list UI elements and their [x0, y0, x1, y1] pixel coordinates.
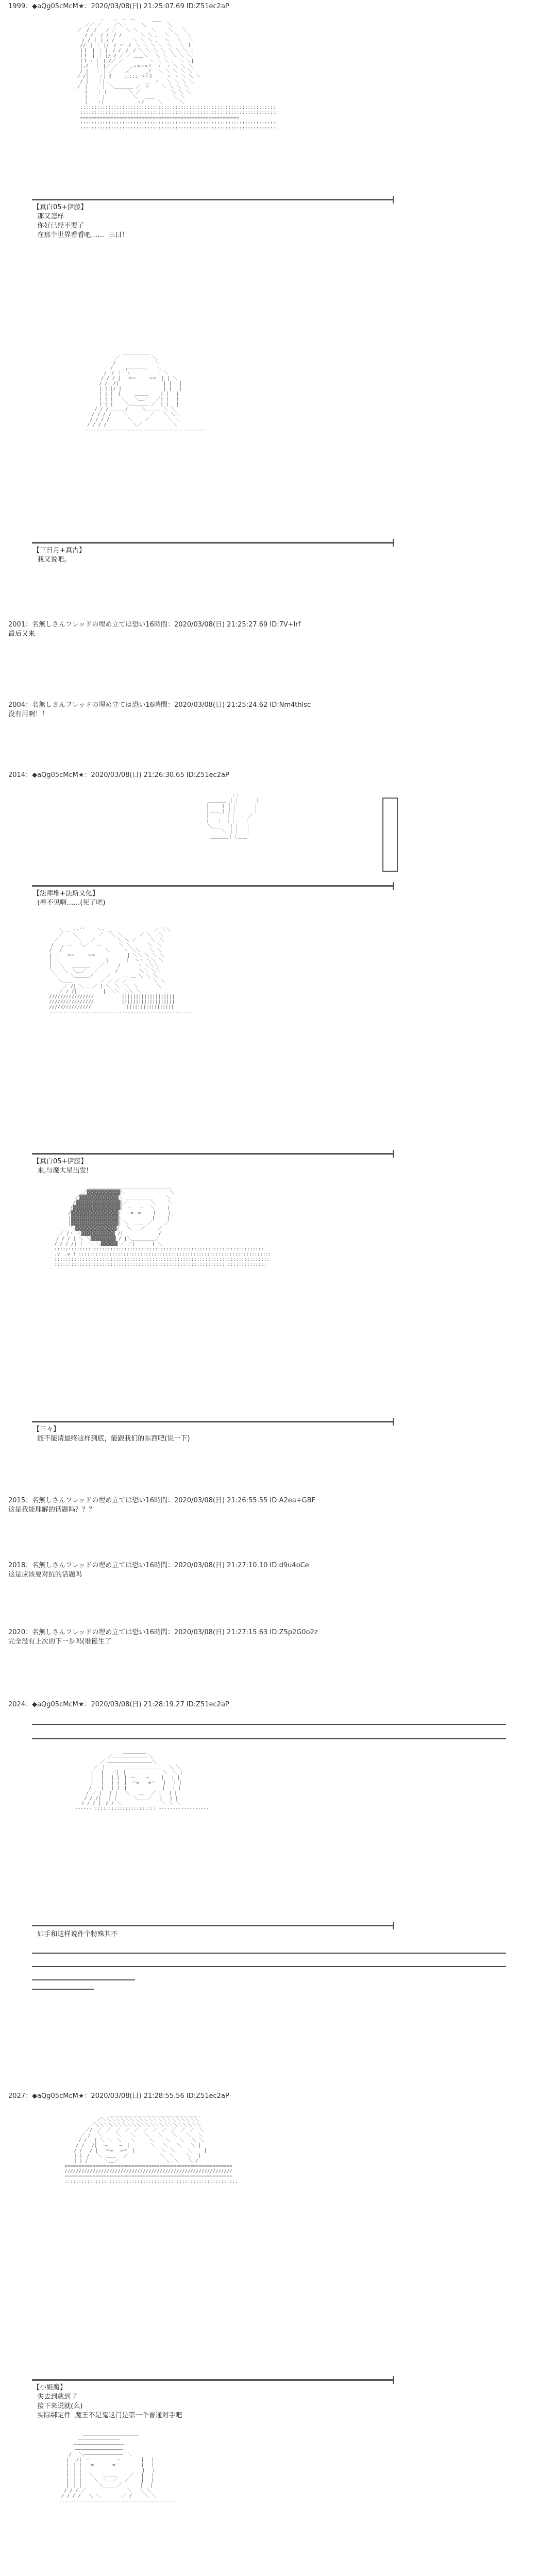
- post-header: 1999：◆aQg05cMcM★：2020/03/08(日) 21:25:07.69 ID:Z51ec2aP: [8, 3, 229, 10]
- post-2020: [8, 1628, 544, 1647]
- caption: 在那个世界看看吧…… 三日！: [33, 231, 129, 239]
- post-header: 2027：◆aQg05cMcM★：2020/03/08(日) 21:28:55.56 ID:Z51ec2aP: [8, 2092, 229, 2100]
- caption: 【三日月+真古】: [33, 547, 86, 554]
- separator-line: [32, 1738, 506, 1739]
- caption: 能不能请最终这样到底，能跟我们的东西吧(说一下): [33, 1435, 190, 1443]
- divider: [32, 1925, 393, 1926]
- separator-line: [32, 1724, 506, 1725]
- caption: 【真白05+伊藤】: [33, 1158, 88, 1165]
- ascii-art: -‐ ‐- ― ー ＿＿ ／／ ／ ／＼＼ ＼ ＼ ／ / / / ／ ＼ ＼ ＼ ＼ ＼ / / / / / / ＼ ＼ 、 ＼ ＼ ＼ / / ｜ | / / ＼ ＼ ＼ 、 ＼ ＼ ＼ // | ｜ |/ / 〃 / ＼ ＼ ＼ ＼ ＼ ＼ ｌ |ｌ | ｜ | / / / / ＼ ＼ ＼ ＼ ＼ ＼ ＼ | |ｌ | ｜ |/ / ／ ／ ＿＿＼ ＼ ＼ ＼ ＼ ＼| |ｌ ﾉ ｜ | /／ ／ ｀ ヽ ＼ ＼ 、 ＼ ＼| |,ｲ ｜ |／ ／ ,ィ=＝=ミ ヽ ヽ ＼ ＼ ＼ / | ｜ | ／ ,ｨ゛ _ｿ ＼ ＼ ＼ ＼ ＼ / /| ｜| { ::::: ヾ=彡 ヽ ヽ ＼ ＼ ＼ / | ｜| 、 ＿ ノ ＼ ＼ ＼ ＼ / | ｜ | ＼＿＿＿＿ ／ ＞ ＼ ＼ ＼ ＼ | ｜ | ＼ ／ ＼ ＼ ＼ | ｜ | ＼ ＿＿ ＼ ＼ | ヽ| ヽ/ ＼ ＼ :::::::::::::::::::::::::::::::::::::::::::::::::::::::::::::::::::::: ::::::::::::::::::::::::::::::::::::::::::::::::::::::::::::::::::::::: ========================================================= ::::::::::::::::::::::::::::::::::::::::::::::::::::::::::::::::::::::: :::::::::::::::::::::::::::::::::::::::::::::::::::::::::::::::::::::::: [77, 18, 279, 131]
- post-header: 2014：◆aQg05cMcM★：2020/03/08(日) 21:26:30.65 ID:Z51ec2aP: [8, 771, 229, 779]
- caption: 来,与魔大星出发!: [33, 1167, 89, 1175]
- post-2001: [8, 620, 544, 639]
- post-body: 这是我能理解的话题吗？？？: [8, 1506, 96, 1514]
- post-1999: [8, 2, 544, 11]
- separator-line: [32, 1979, 135, 1980]
- caption: 那又怎样: [33, 213, 64, 221]
- divider: [32, 199, 393, 200]
- post-header: 2024：◆aQg05cMcM★：2020/03/08(日) 21:28:19.27 ID:Z51ec2aP: [8, 1701, 229, 1708]
- post-2015: [8, 1496, 544, 1515]
- divider: [32, 2379, 393, 2381]
- caption: 【小姐魔】: [33, 2384, 67, 2392]
- caption: 【真白05+伊藤】: [33, 204, 88, 211]
- ascii-art: ｜｜ ＿＿＿＿ ｜｜ ｜ ｜ | ｜｜ ｜ ｜＿＿_| ｜｜ ｜ ｜ ｜｜ ／ ｜ ｜ ｜｜ ｜ ＼＿＿ ｜｜ ｜ ＼ ｜｜ ｜ ＿＿＿＿｜｜＿＿: [205, 793, 260, 840]
- divider: [32, 1421, 393, 1422]
- ascii-art: ＿＿＿＿＿ ／―――――――――――――＼ ／ ――――――――――――――――＼ ／ ｜ ＿＿＿＿＿＿＿＿ ＼ ＼ | | ／| | ＼ ＼ | | | | | | ― ― | | | | | | | | ＝= =＝ | | | / | | | | | | | / ／ | | | ＼ ＿ ／ | | | / / /| | | ＼＿＿／ | | | / / / | / / ＼ ＼ ＼ ＼ ------ :::::::::::::::::::::: ------------------: [75, 1750, 209, 1811]
- post-2027: [8, 2092, 544, 2101]
- post-body: 没有用啊！！: [8, 710, 49, 718]
- post-header: 2001：名無しさんフレッドの埋め立ては恐い16時間：2020/03/08(日) 21:25:27.69 ID:7V+lrf: [8, 621, 301, 629]
- caption: 我又说吧。: [33, 556, 71, 564]
- post-header: 2004：名無しさんフレッドの埋め立ては恐い16時間：2020/03/08(日) 21:25:24.62 ID:Nm4thlsc: [8, 701, 311, 709]
- divider: [32, 1153, 393, 1155]
- post-2014: [8, 771, 544, 780]
- post-body: 完全没有上次的下一步吗(谁诞生了: [8, 1638, 112, 1646]
- ascii-art: ＿＿＿＿＿＿＿＿＿＿＿＿＿＿＿＿＿＿＿＿ ／＼＼＼＼＼＼＼＼＼＼＼＼＼＼＼＼＼＼＼＼＼ ／＼＼＼＼＼＼＼＼＼＼＼＼＼＼＼＼＼＼＼＼＼＼＼ ／/ ／ ／ ／ ／ ／ ／ ／ ／ ／ ／ ／ ＼ ／ / ＼ ＼ ＼ ＼ ＼ ＼ ＼ ＼ / / | ＼ ＼ ＼ ＼ ＼ ＼ ＼ ＼ ＼ / / /| ― ― | ＼ ＼ ＼ ＼ | / / / | ＝= =＝ | ＼ ＼ ＼ | | | / ＼ ＿＿ ／ ＼ ＼ ＼ | | | / ＼＿／ ＼ ＼ ＼ / ============================================================ //////////////////////////////////////////////////////////// ============================================================ ::::::::::::::::::::::::::::::::::::::::::::::::::::::::::::::: [64, 2112, 238, 2184]
- divider: [32, 885, 393, 887]
- ascii-art: ＿＿＿＿＿＿ ／ ＼ / ― ― ＼ / ,――――――, ＼ / / ｜ ヽ ｜ ＼ / / / | ＝= =＝ | | ＼ / /| /| | | | | | |/ | | | | | | | | ＿＿＿ | | | | | | ＼ ＼＿／ ／| | | | | | ＼＿＿＿＿ ／ | | | / / / ＿＿＿/ ＼＿＿＿ ＼ ＼ / / / / ＼ ／ ＼ ＼＼ / / / / ＼ ／ ＼ ＼ / / / / ＼／ ＼ -------------------------------------------: [85, 350, 206, 433]
- separator-line: [32, 1989, 94, 1990]
- candle-shape: [382, 798, 398, 872]
- caption: 【法师堆+法斯文化】: [33, 890, 99, 897]
- post-body: 最后又来: [8, 630, 36, 638]
- post-2024: [8, 1700, 544, 1709]
- post-2004: [8, 701, 544, 719]
- caption: 你好已经不要了: [33, 222, 85, 230]
- caption: (看不见啊……(死了吧): [33, 899, 106, 907]
- divider: [32, 542, 393, 544]
- separator-line: [32, 1953, 506, 1954]
- caption: 【三々】: [33, 1426, 60, 1433]
- caption: 接下来说就(么): [33, 2402, 83, 2410]
- post-header: 2018：名無しさんフレッドの埋め立ては恐い16時間：2020/03/08(日) 21:27:10.10 ID:d9u4oCe: [8, 1562, 309, 1569]
- ascii-art: ＿＿＿＿＿＿＿＿＿＿＿＿＿＿＿＿＿＿ ／▓▓▓▓▓▓▓▓▓▓▓▓＼ ＼ ／▓▓▓▓▓▓▓▓▓▓▓▓▓▓＼ ＿＿＿＿＿＿ ＼ /▓▓▓▓▓▓▓▓▓▓▓▓▓▓▓▓|／ ＼ ＼ /▓▓▓▓▓▓▓▓▓▓▓▓▓▓▓▓▓| ― ― ＼ | /▓▓▓▓▓▓▓▓▓▓▓▓▓▓▓▓▓| ＝= =＝ | | |▓▓▓▓▓▓▓▓▓▓▓▓▓▓▓▓▓| | | |▓▓▓▓▓▓▓▓▓▓▓▓▓▓▓▓▓| ＼ ＿＿ ／ ／ ＼▓▓▓▓▓▓▓▓▓▓▓▓▓▓▓| ＼＿＿／ ／ ／ /ヽ ＼▓▓▓▓▓▓▓▓▓▓▓▓ /| / / / / | ＼ ＼▓▓▓▓▓▓▓▓▓ / |＼＿＿＿＿＿／ / / / /| ｜ ＼ ＼▓▓▓▓▓▓ ／ ／| | ＼ ::::::::::::::::::::::::::::::::::::::::::::::::::::::::::::::::::::::::::: .v .v ! ::::::::::::::::::::::::::::::::::::::::::::::::::::::::::::::::::::: ::::::::::::::::::::::::::::::::::::::::::::::::::::::::::::::::::::::::::::: ::::::::::::::::::::::::::::::::::::::::::::::::::::::::::::::::::::::::::::: [54, 1185, 272, 1267]
- ascii-art: ＼ ＿ -‐''￣￣''‐- ＿ ／ ＼＼ ／ ＼ ／ ＼ ＼ ／ ＼ ＼ ／ ＼ ／ ＼ ＼ ／ ＼ ＼ / , -― ＼／ ―- ＼ ＼ ＼ ＼ / / ＼ ヽ ＼＼ ＼ ＼ | | ＝= =＝ | | ＼＼ ＼ ＼ ＼ | | | ｜ ヽヽ ＼＼ ＼ | ＼ ＿＿＿＿ ／ / ヽ ＼＼＼ ＼ ＼ ＼＿／ ／ / ＼＼ ＼＼ ＼ ＼＿＿＿／ ／ ―― ＿ ＼ ＼ ＼ ＼＿＿ ／ ／ ／ ／ ＼ ＼ ／ /| ＼＿＿／ | ＼ ＼ ＼ ＼ ＼ ／ / /| | ＼＼ ＼＼ ＼ //////////////// ||||||||||||||||||| //////////////// ||||||||||||||||||| /////////////// |||||||||||||||||| ---------------------------------------------------: [49, 927, 192, 1015]
- caption: 如手和这样说件个特殊其不: [33, 1930, 118, 1938]
- post-body: 这是应该要对抗的话题吗: [8, 1571, 82, 1579]
- caption: 失去到就到了: [33, 2393, 78, 2401]
- post-2018: [8, 1561, 544, 1580]
- ascii-art: ＿＿＿＿＿＿＿＿＿＿＿＿ ――――――――――――――― ―――――――――――――――――― ――――――――――――――――― / ＼―――――――――――――― ＼ | /| ― ― | | | | | ＝= =＝ | | | | | | | | | | ＼ ＿＿＿ ／ | | | | | ＼ ＼＿／ ／ | | | | | ＼＿＿＿／ | | / / / ／ ＼ ＼ ＼ / / / / ＼ ＼ ／ / ＼ ＼ ------------------------------------------: [59, 2432, 177, 2504]
- post-header: 2015：名無しさんフレッドの埋め立ては恐い16時間：2020/03/08(日) 21:26:55.55 ID:A2ea+GBF: [8, 1497, 316, 1504]
- separator-line: [32, 1966, 506, 1967]
- post-header: 2020：名無しさんフレッドの埋め立ては恐い16時間：2020/03/08(日) 21:27:15.63 ID:Z5p2G0o2z: [8, 1629, 318, 1636]
- caption: 实际绑定件 魔王不是鬼这门是第一个普通对手吧: [33, 2412, 182, 2419]
